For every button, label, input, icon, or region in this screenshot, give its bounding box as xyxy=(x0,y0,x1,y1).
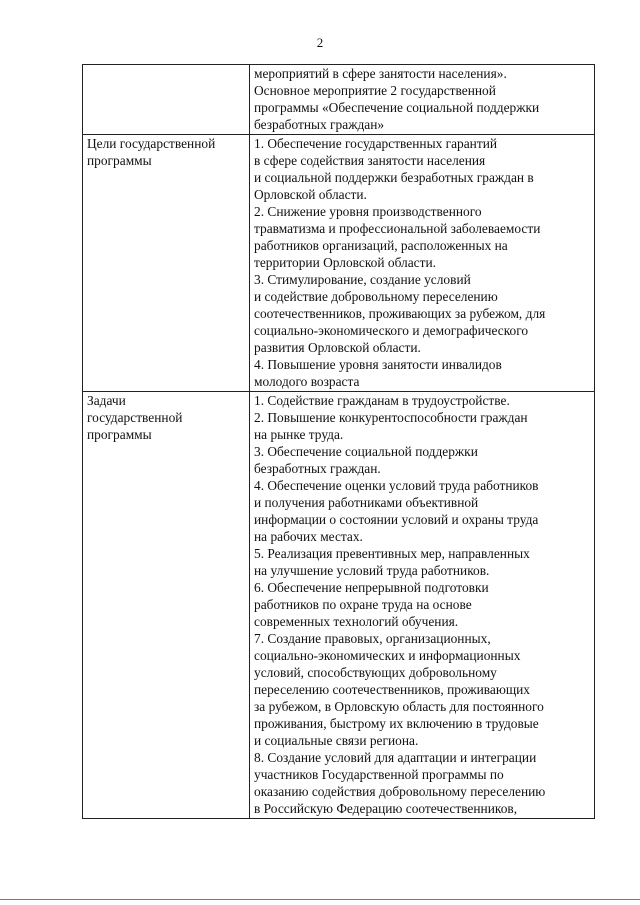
row-content-line: 6. Обеспечение непрерывной подготовки xyxy=(254,580,489,595)
row-content-line: безработных граждан. xyxy=(254,461,381,476)
row-content-line: мероприятий в сфере занятости населения». xyxy=(254,66,507,81)
table-row xyxy=(83,65,595,135)
row-content-line: 4. Обеспечение оценки условий труда работников xyxy=(254,478,539,493)
row-content-line: 1. Обеспечение государственных гарантий xyxy=(254,136,498,151)
row-content-line: работников организаций, расположенных на xyxy=(254,238,508,253)
row-content-line: Основное мероприятие 2 государственной xyxy=(254,83,496,98)
row-content-line: и получения работниками объективной xyxy=(254,495,479,510)
row-content-line: соотечественников, проживающих за рубежом, для xyxy=(254,306,546,321)
row-content-line: 8. Создание условий для адаптации и интеграции xyxy=(254,750,537,765)
row-content-line: 2. Снижение уровня производственного xyxy=(254,204,482,219)
row-label-line: программы xyxy=(87,427,152,442)
row-content-line: работников по охране труда на основе xyxy=(254,597,472,612)
row-content-line: переселению соотечественников, проживающих xyxy=(254,682,530,697)
row-content-line: 2. Повышение конкурентоспособности граждан xyxy=(254,410,528,425)
row-content-line: информации о состоянии условий и охраны труда xyxy=(254,512,539,527)
row-content-line: и содействие добровольному переселению xyxy=(254,289,498,304)
row-content-cell xyxy=(250,65,595,135)
table-row xyxy=(83,392,595,819)
row-label-line: Задачи xyxy=(87,393,126,408)
row-content-line: на улучшение условий труда работников. xyxy=(254,563,490,578)
row-content-cell xyxy=(250,135,595,392)
row-label-cell xyxy=(83,392,250,819)
row-label-line: государственной xyxy=(87,410,183,425)
row-content-line: 3. Стимулирование, создание условий xyxy=(254,272,471,287)
row-content-line: современных технологий обучения. xyxy=(254,614,459,629)
row-label-line: программы xyxy=(87,153,152,168)
row-content-line: социально-экономических и информационных xyxy=(254,648,521,663)
row-content-line: на рынке труда. xyxy=(254,427,344,442)
row-content-line: в сфере содействия занятости населения xyxy=(254,153,486,168)
program-passport-table xyxy=(82,64,595,819)
row-content-line: условий, способствующих добровольному xyxy=(254,665,497,680)
row-content-line: 3. Обеспечение социальной поддержки xyxy=(254,444,478,459)
row-content-line: травматизма и профессиональной заболеваемости xyxy=(254,221,541,236)
row-content-line: за рубежом, в Орловскую область для постоянного xyxy=(254,699,544,714)
row-content-line: 5. Реализация превентивных мер, направленных xyxy=(254,546,530,561)
row-label-cell xyxy=(83,65,250,135)
row-content-line: проживания, быстрому их включению в трудовые xyxy=(254,716,539,731)
row-content-line: в Российскую Федерацию соотечественников, xyxy=(254,801,518,816)
row-content-line: на рабочих местах. xyxy=(254,529,363,544)
row-content-line: молодого возраста xyxy=(254,374,360,389)
row-content-line: развития Орловской области. xyxy=(254,340,421,355)
table-row xyxy=(83,135,595,392)
row-label-line: Цели государственной xyxy=(87,136,216,151)
row-content-line: 1. Содействие гражданам в трудоустройстве. xyxy=(254,393,510,408)
page-number: 2 xyxy=(316,35,324,50)
row-content-line: 7. Создание правовых, организационных, xyxy=(254,631,491,646)
row-label-cell xyxy=(83,135,250,392)
row-content-line: социально-экономического и демографического xyxy=(254,323,529,338)
row-content-cell xyxy=(250,392,595,819)
row-content-line: безработных граждан» xyxy=(254,117,385,132)
row-content-line: и социальные связи региона. xyxy=(254,733,419,748)
row-content-line: оказанию содействия добровольному переселению xyxy=(254,784,546,799)
scan-edge-line xyxy=(0,899,640,900)
row-content-line: Орловской области. xyxy=(254,187,367,202)
row-content-line: 4. Повышение уровня занятости инвалидов xyxy=(254,357,502,372)
row-content-line: и социальной поддержки безработных граждан в xyxy=(254,170,534,185)
row-content-line: участников Государственной программы по xyxy=(254,767,504,782)
row-content-line: программы «Обеспечение социальной поддержки xyxy=(254,100,540,115)
row-content-line: территории Орловской области. xyxy=(254,255,436,270)
